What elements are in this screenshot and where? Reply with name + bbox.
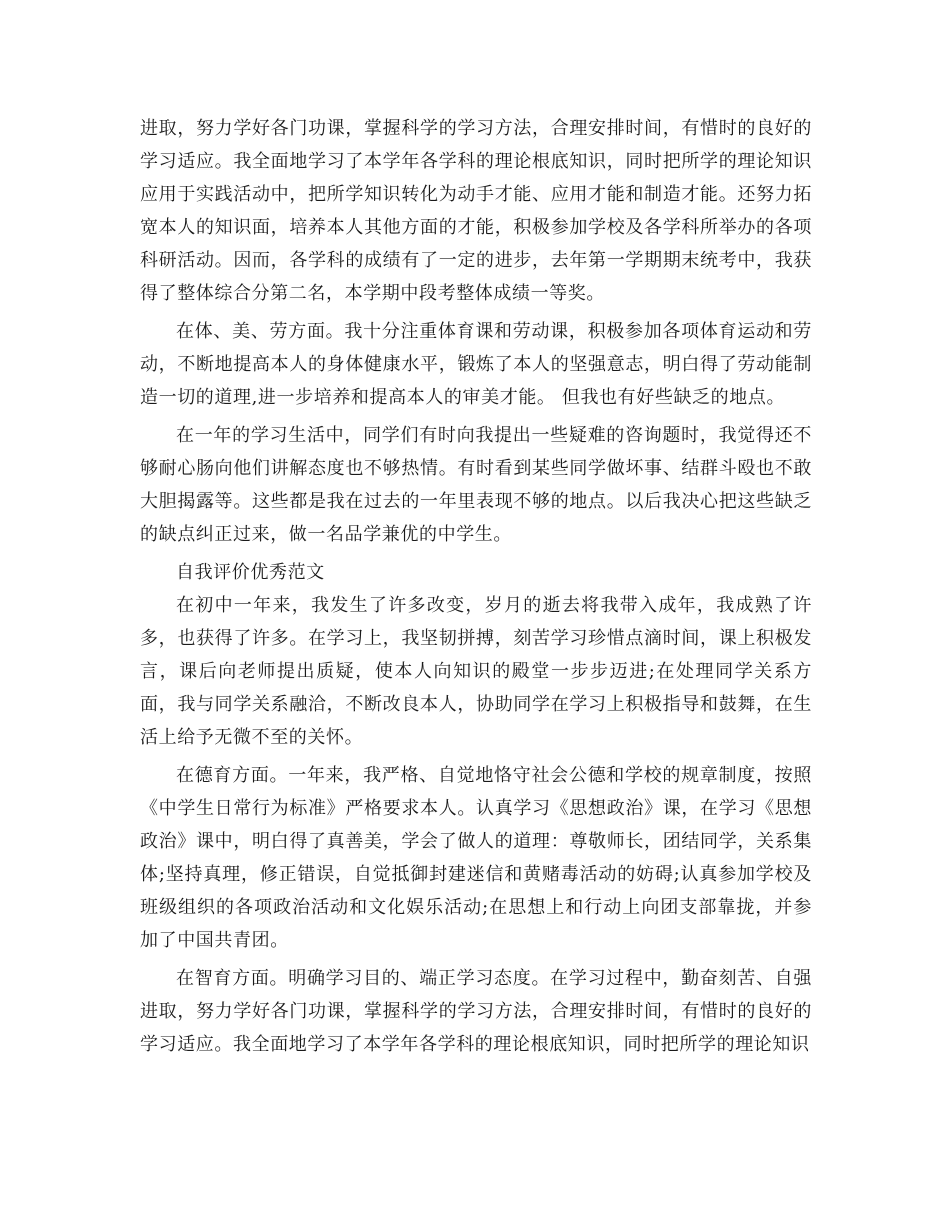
paragraph-2: 在体、美、劳方面。我十分注重体育课和劳动课，积极参加各项体育运动和劳动，不断地提高本人的身体健康水平，锻炼了本人的坚强意志，明白得了劳动能制造一切的道理,进一步培养和提高本人的审美才能。 但我也有好些缺乏的地点。 xyxy=(140,321,812,408)
paragraph-3: 在一年的学习生活中，同学们有时向我提出一些疑难的咨询题时，我觉得还不够耐心肠向他们讲解态度也不够热情。有时看到某些同学做坏事、结群斗殴也不敢大胆揭露等。这些都是我在过去的一年里表现不够的地点。以后我决心把这些缺乏的缺点纠正过来，做一名品学兼优的中学生。 xyxy=(140,425,812,545)
paragraph-6: 在智育方面。明确学习目的、端正学习态度。在学习过程中，勤奋刻苦、自强进取，努力学好各门功课，掌握科学的学习方法，合理安排时间，有惜时的良好的学习适应。我全面地学习了本学年各学科的理论根底知识，同时把所学的理论知识 xyxy=(140,968,812,1055)
paragraph-1: 进取，努力学好各门功课，掌握科学的学习方法，合理安排时间，有惜时的良好的学习适应。我全面地学习了本学年各学科的理论根底知识，同时把所学的理论知识应用于实践活动中，把所学知识转化为动手才能、应用才能和制造才能。还努力拓宽本人的知识面，培养本人其他方面的才能，积极参加学校及各学科所举办的各项科研活动。因而，各学科的成绩有了一定的进步，去年第一学期期末统考中，我获得了整体综合分第二名，本学期中段考整体成绩一等奖。 xyxy=(140,118,812,304)
paragraph-5: 在德育方面。一年来，我严格、自觉地恪守社会公德和学校的规章制度，按照《中学生日常行为标准》严格要求本人。认真学习《思想政治》课，在学习《思想政治》课中，明白得了真善美，学会了做人的道理：尊敬师长，团结同学，关系集体;坚持真理，修正错误，自觉抵御封建迷信和黄赌毒活动的妨碍;认真参加学校及班级组织的各项政治活动和文化娱乐活动;在思想上和行动上向团支部靠拢，并参加了中国共青团。 xyxy=(140,765,812,951)
section-heading: 自我评价优秀范文 xyxy=(176,562,325,583)
document-body xyxy=(140,112,812,1066)
paragraph-4: 在初中一年来，我发生了许多改变，岁月的逝去将我带入成年，我成熟了许多，也获得了许多。在学习上，我坚韧拼搏，刻苦学习珍惜点滴时间，课上积极发言，课后向老师提出质疑，使本人向知识的殿堂一步步迈进;在处理同学关系方面，我与同学关系融洽，不断改良本人，协助同学在学习上积极指导和鼓舞，在生活上给予无微不至的关怀。 xyxy=(140,595,812,748)
